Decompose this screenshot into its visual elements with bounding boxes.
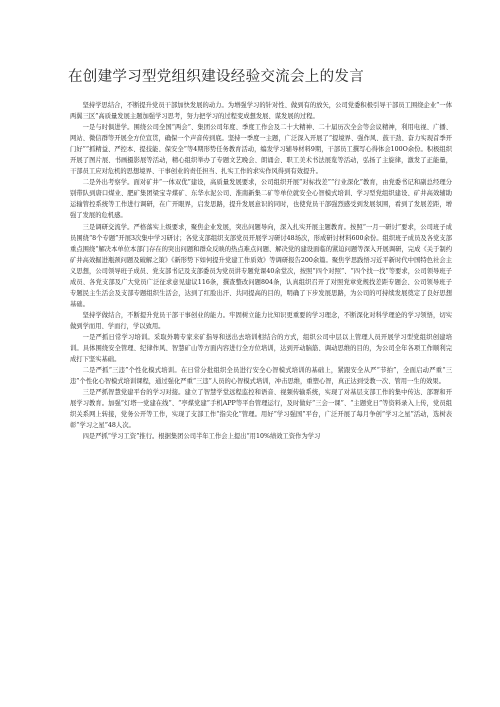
document-body bbox=[70, 100, 452, 442]
body-paragraph: 四是严抓“学习工资”推行。根据集团公司半年工作会上提出“用10%绩效工资作为学习 bbox=[82, 433, 321, 441]
body-paragraph: 三是调研交流学。严格落实上级要求，聚焦企业发展，突出问题导向，深入扎实开展主题教育。按照“一月一研讨”要求，公司班子成员围绕“8个专题”开展3次集中学习研讨；各党支部组织支部党员开展学习研讨48场次，形成研讨材料600余份。组织班子成员及各党支部重点围绕“解决本单位本部门存在的突出问题和群众反映的热点难点问题、解决党的建设面临的紧迫问题等深入开展调研，完成《关于制约矿井高效掘进瓶颈问题及破解之策》《新形势下如何提升党建工作质效》等调研报告200余篇。聚焦学思践悟习近平新时代中国特色社会主义思想，公司领导班子成员、党支部书记及支部委员为党员讲专题党课40余堂次，按照“四个对照”、“四个找一找”等要求，公司领导班子成员、各党支部及广大党员广泛征求意见建议116条，撰查整改问题804条，认真组织召开了对照党章党规找差距专题会、公司领导班子专题民主生活会及支部专题组织生活会，达到了红脸出汗、共同提高的目的，明确了下步发展思路，为公司的可持续发展奠定了良好思想基础。 bbox=[70, 223, 452, 308]
body-paragraph: 二是严抓“三违”个性化模式培训。在日常分批组织全员进行安全心智模式培训的基础上，紧跟安全从严“节拍”，全面启动严重“三违”个性化心智模式培训课程，通过强化严重“三违”人员的心智模式培训，冲击思维，重塑心智，真正达到受教一次、管用一生的效果。 bbox=[70, 367, 452, 386]
body-paragraph: 一是严抓日常学习培训。采取外聘专家来矿指导和送出去培训相结合的方式，组织公司中层以上管理人员开展学习型党组织创建培训。具体围绕安全管理、纪律作风、智慧矿山等方面内容进行全方位培训，达到开动脑筋、调动思维的目的，为公司全年各项工作顺利完成打下坚实基础。 bbox=[70, 333, 452, 364]
document-title: 在创建学习型党组织建设经验交流会上的发言 bbox=[68, 69, 364, 85]
body-paragraph: 一是与时俱进学。围绕公司全国“两会”、集团公司年度、季度工作会及二十大精神、二十届历次全会等会议精神，利用电视、广播、网站、微信群等开展全方位宣贯，确保一个声音传到底。坚持一季度一主题，广泛深入开展了“提境界、强作风、鼓干劲、奋力实现首季开门好”“抓精益、严控本、提技能、保安全”等4期形势任务教育活动，编发学习辅导材料9期，干部员工撰写心得体会100O余份。积极组织开展了图片展、书画摄影展等活动，精心组织举办了专题文艺晚会、朗诵会、职工美术书法展览等活动，弘扬了主旋律，激发了正能量，干部员工应对危机的思想境界、干事创业的责任担当、扎实工作的求实作风得到有效提升。 bbox=[70, 124, 452, 176]
body-paragraph: 坚持学思结合，不断提升党员干部加快发展的动力。为增强学习的针对性、做到有的放矢，公司党委积极引导干部员工围绕企业“一体两翼三区”高质量发展主题加强学习思考，努力把学习的过程变成想发展、谋发展的过程。 bbox=[70, 102, 452, 121]
body-paragraph: 三是严抓智慧党建平台的学习对接。建立了智慧学堂远程监控和语音、视频传输系统，实现了对基层支部工作的集中传达、部署和开展学习教育。加强“灯塔一党建在线”、“亭煤党建”手机APP等平台管理运行，及时做好“三会一课”、“主题党日”等资料录入上传，党员组织关系网上转接，党务公开等工作，实现了支部工作“指尖化”管理。用好“学习强国”平台，广泛开展了每月争创“学习之星”活动，选树表彰“学习之星”48人次。 bbox=[70, 389, 452, 430]
body-paragraph: 二是外出考察学。面对矿井“一体双优”建设，高质量发展要求，公司组织开展“对标找差”“行业深化”教育，由党委书记和副总经理分别带队到唐口煤业、肥矿集团梁宝寺煤矿、东华水泥公司、淮南新集二矿等单位就安全心智模式培训、学习型党组织建设、矿井高效辅助运输管控系统等工作进行调研，在广开眼界，启发思路，提升发展意识的同时，也使党员干部强烈感受到发展氛围，看到了发展差距，增强了发展的危机感。 bbox=[70, 179, 452, 220]
body-paragraph: 坚持学做结合，不断提升党员干部干事创业的能力。牢固树立能力比知识更重要的学习理念，不断深化对科学理论的学习领悟，切实做到学而用、学而行，学以致用。 bbox=[70, 311, 452, 330]
